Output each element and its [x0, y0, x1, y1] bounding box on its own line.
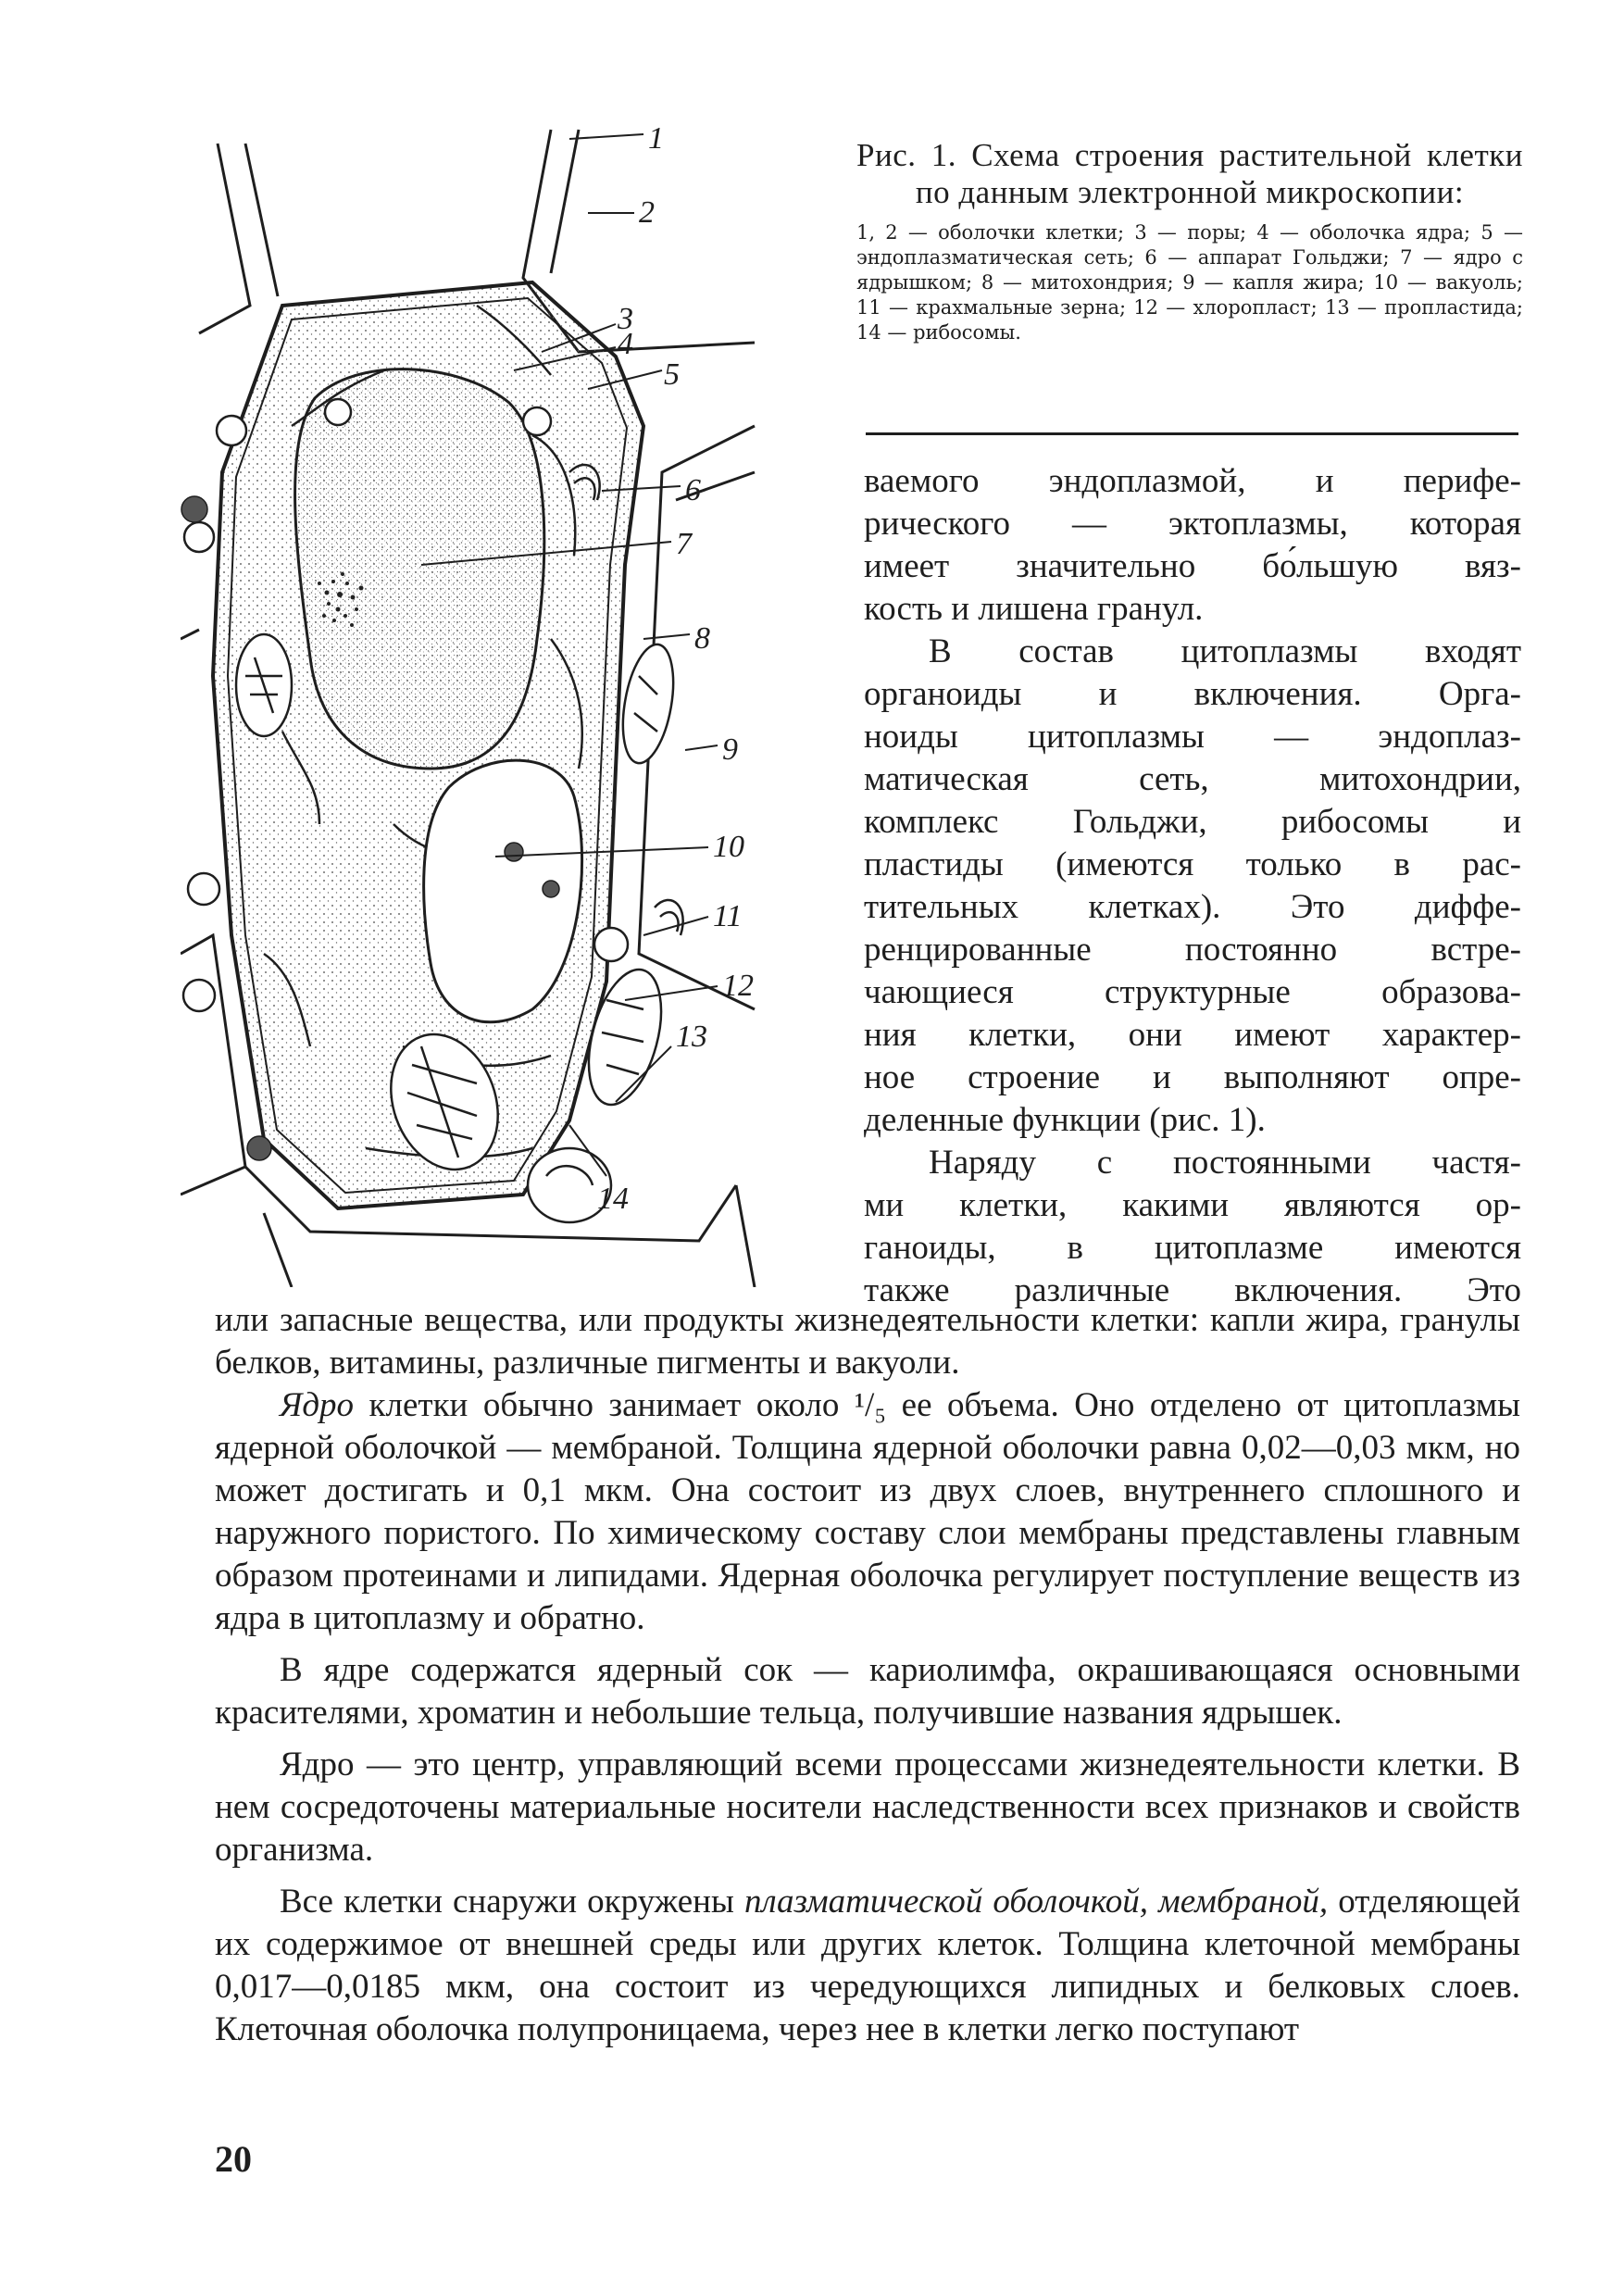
paragraph-membrane	[215, 1881, 1520, 2051]
text-line: ния клетки, они имеют характер-	[864, 1016, 1521, 1054]
text-line: рического — эктоплазмы, которая	[864, 505, 1521, 543]
paragraph-inclusions	[864, 1142, 1521, 1312]
text-line: также различные включения. Это	[864, 1271, 1521, 1309]
label-5: 5	[664, 357, 680, 392]
caption-divider	[866, 432, 1518, 435]
text-line: ганоиды, в цитоплазме имеются	[864, 1229, 1521, 1267]
text-line: В состав цитоплазмы входят	[929, 632, 1521, 670]
text-line: Наряду с постоянными частя-	[929, 1144, 1521, 1182]
paragraph-cytoplasm-layers	[864, 460, 1521, 631]
text-line: ми клетки, какими являются ор-	[864, 1186, 1521, 1224]
label-4: 4	[618, 327, 633, 361]
cell-figure	[181, 120, 847, 1287]
text-line: деленные функции (рис. 1).	[864, 1101, 1266, 1139]
label-9: 9	[722, 732, 738, 767]
paragraph-nucleus-text: клетки обычно занимает около ¹/₅ ее объема. Оно отделено от цитоплазмы ядерной оболочкой — мембраной. Толщина ядерной оболочки равна 0,02—0,03 мкм, но может достигать и 0,1 мкм. Она состоит из двух слоев, внутреннего сплошного и наружного пористого. По химическому составу слои мембраны представлены главным образом протеинами и липидами. Ядерная оболочка регулирует поступление веществ из ядра в цитоплазму и обратно.	[215, 1386, 1520, 1637]
text-line: органоиды и включения. Орга-	[864, 675, 1521, 713]
label-10: 10	[713, 830, 744, 864]
page-number: 20	[215, 2138, 252, 2180]
text-line: комплекс Гольджи, рибосомы и	[864, 803, 1521, 841]
label-11: 11	[713, 899, 743, 933]
label-2: 2	[639, 195, 655, 230]
caption-title: Рис. 1. Схема строения растительной клетки по данным электронной микроскопии:	[856, 137, 1523, 210]
body-text	[215, 1299, 1520, 2051]
term-nucleus: Ядро	[280, 1386, 355, 1424]
text-line: ренцированные постоянно встре-	[864, 931, 1521, 969]
text-line: пластиды (имеются только в рас-	[864, 845, 1521, 883]
paragraph-nucleus	[215, 1384, 1520, 1640]
paragraph-karyolymph: В ядре содержатся ядерный сок — кариолимфа, окрашивающаяся основными красителями, хроматин и небольшие тельца, получившие названия ядрышек.	[215, 1651, 1520, 1732]
paragraph-membrane-start: Все клетки снаружи окружены	[280, 1883, 744, 1921]
term-plasma-membrane: плазматической оболочкой, мембраной,	[743, 1883, 1329, 1921]
text-line: матическая сеть, митохондрии,	[864, 760, 1521, 798]
text-line: имеет значительно бо́льшую вяз-	[864, 547, 1521, 585]
column-text	[864, 460, 1521, 1312]
label-3: 3	[618, 302, 633, 336]
label-12: 12	[722, 969, 754, 1003]
text-line: чающиеся структурные образова-	[864, 973, 1521, 1011]
label-13: 13	[676, 1020, 707, 1054]
label-8: 8	[694, 621, 710, 656]
paragraph-nucleus-center: Ядро — это центр, управляющий всеми процессами жизнедеятельности клетки. В нем сосредоточены материальные носители наследственности всех признаков и свойств организма.	[215, 1746, 1520, 1869]
figure-caption	[856, 137, 1523, 345]
label-7: 7	[676, 527, 692, 561]
paragraph-inclusions-continued: или запасные вещества, или продукты жизнедеятельности клетки: капли жира, гранулы белков, витамины, различные пигменты и вакуоли.	[215, 1301, 1520, 1382]
text-line: ное строение и выполняют опре-	[864, 1058, 1521, 1096]
paragraph-membrane-text: отделяющей их содержимое от внешней среды или других клеток. Толщина клеточной мембраны 0,017—0,0185 мкм, она состоит из чередующихся липидных и белковых слоев. Клеточная оболочка полупроницаема, через нее в клетки легко поступают	[215, 1883, 1521, 2048]
text-line: тительных клетках). Это диффе-	[864, 888, 1521, 926]
text-line: ноиды цитоплазмы — эндоплаз-	[864, 718, 1521, 756]
text-line: ваемого эндоплазмой, и перифе-	[864, 462, 1521, 500]
label-6: 6	[685, 473, 701, 507]
paragraph-organoids	[864, 631, 1521, 1142]
text-line: кость и лишена гранул.	[864, 590, 1204, 628]
label-1: 1	[648, 121, 664, 156]
caption-legend: 1, 2 — оболочки клетки; 3 — поры; 4 — оболочка ядра; 5 — эндоплазматическая сеть; 6 — аппарат Гольджи; 7 — ядро с ядрышком; 8 — митохондрия; 9 — капля жира; 10 — вакуоль; 11 — крахмальные зерна; 12 — хлоропласт; 13 — пропластида; 14 — рибосомы.	[856, 221, 1523, 344]
nucleus	[295, 369, 544, 769]
plant-cell-diagram	[181, 120, 847, 1287]
label-14: 14	[597, 1182, 629, 1216]
